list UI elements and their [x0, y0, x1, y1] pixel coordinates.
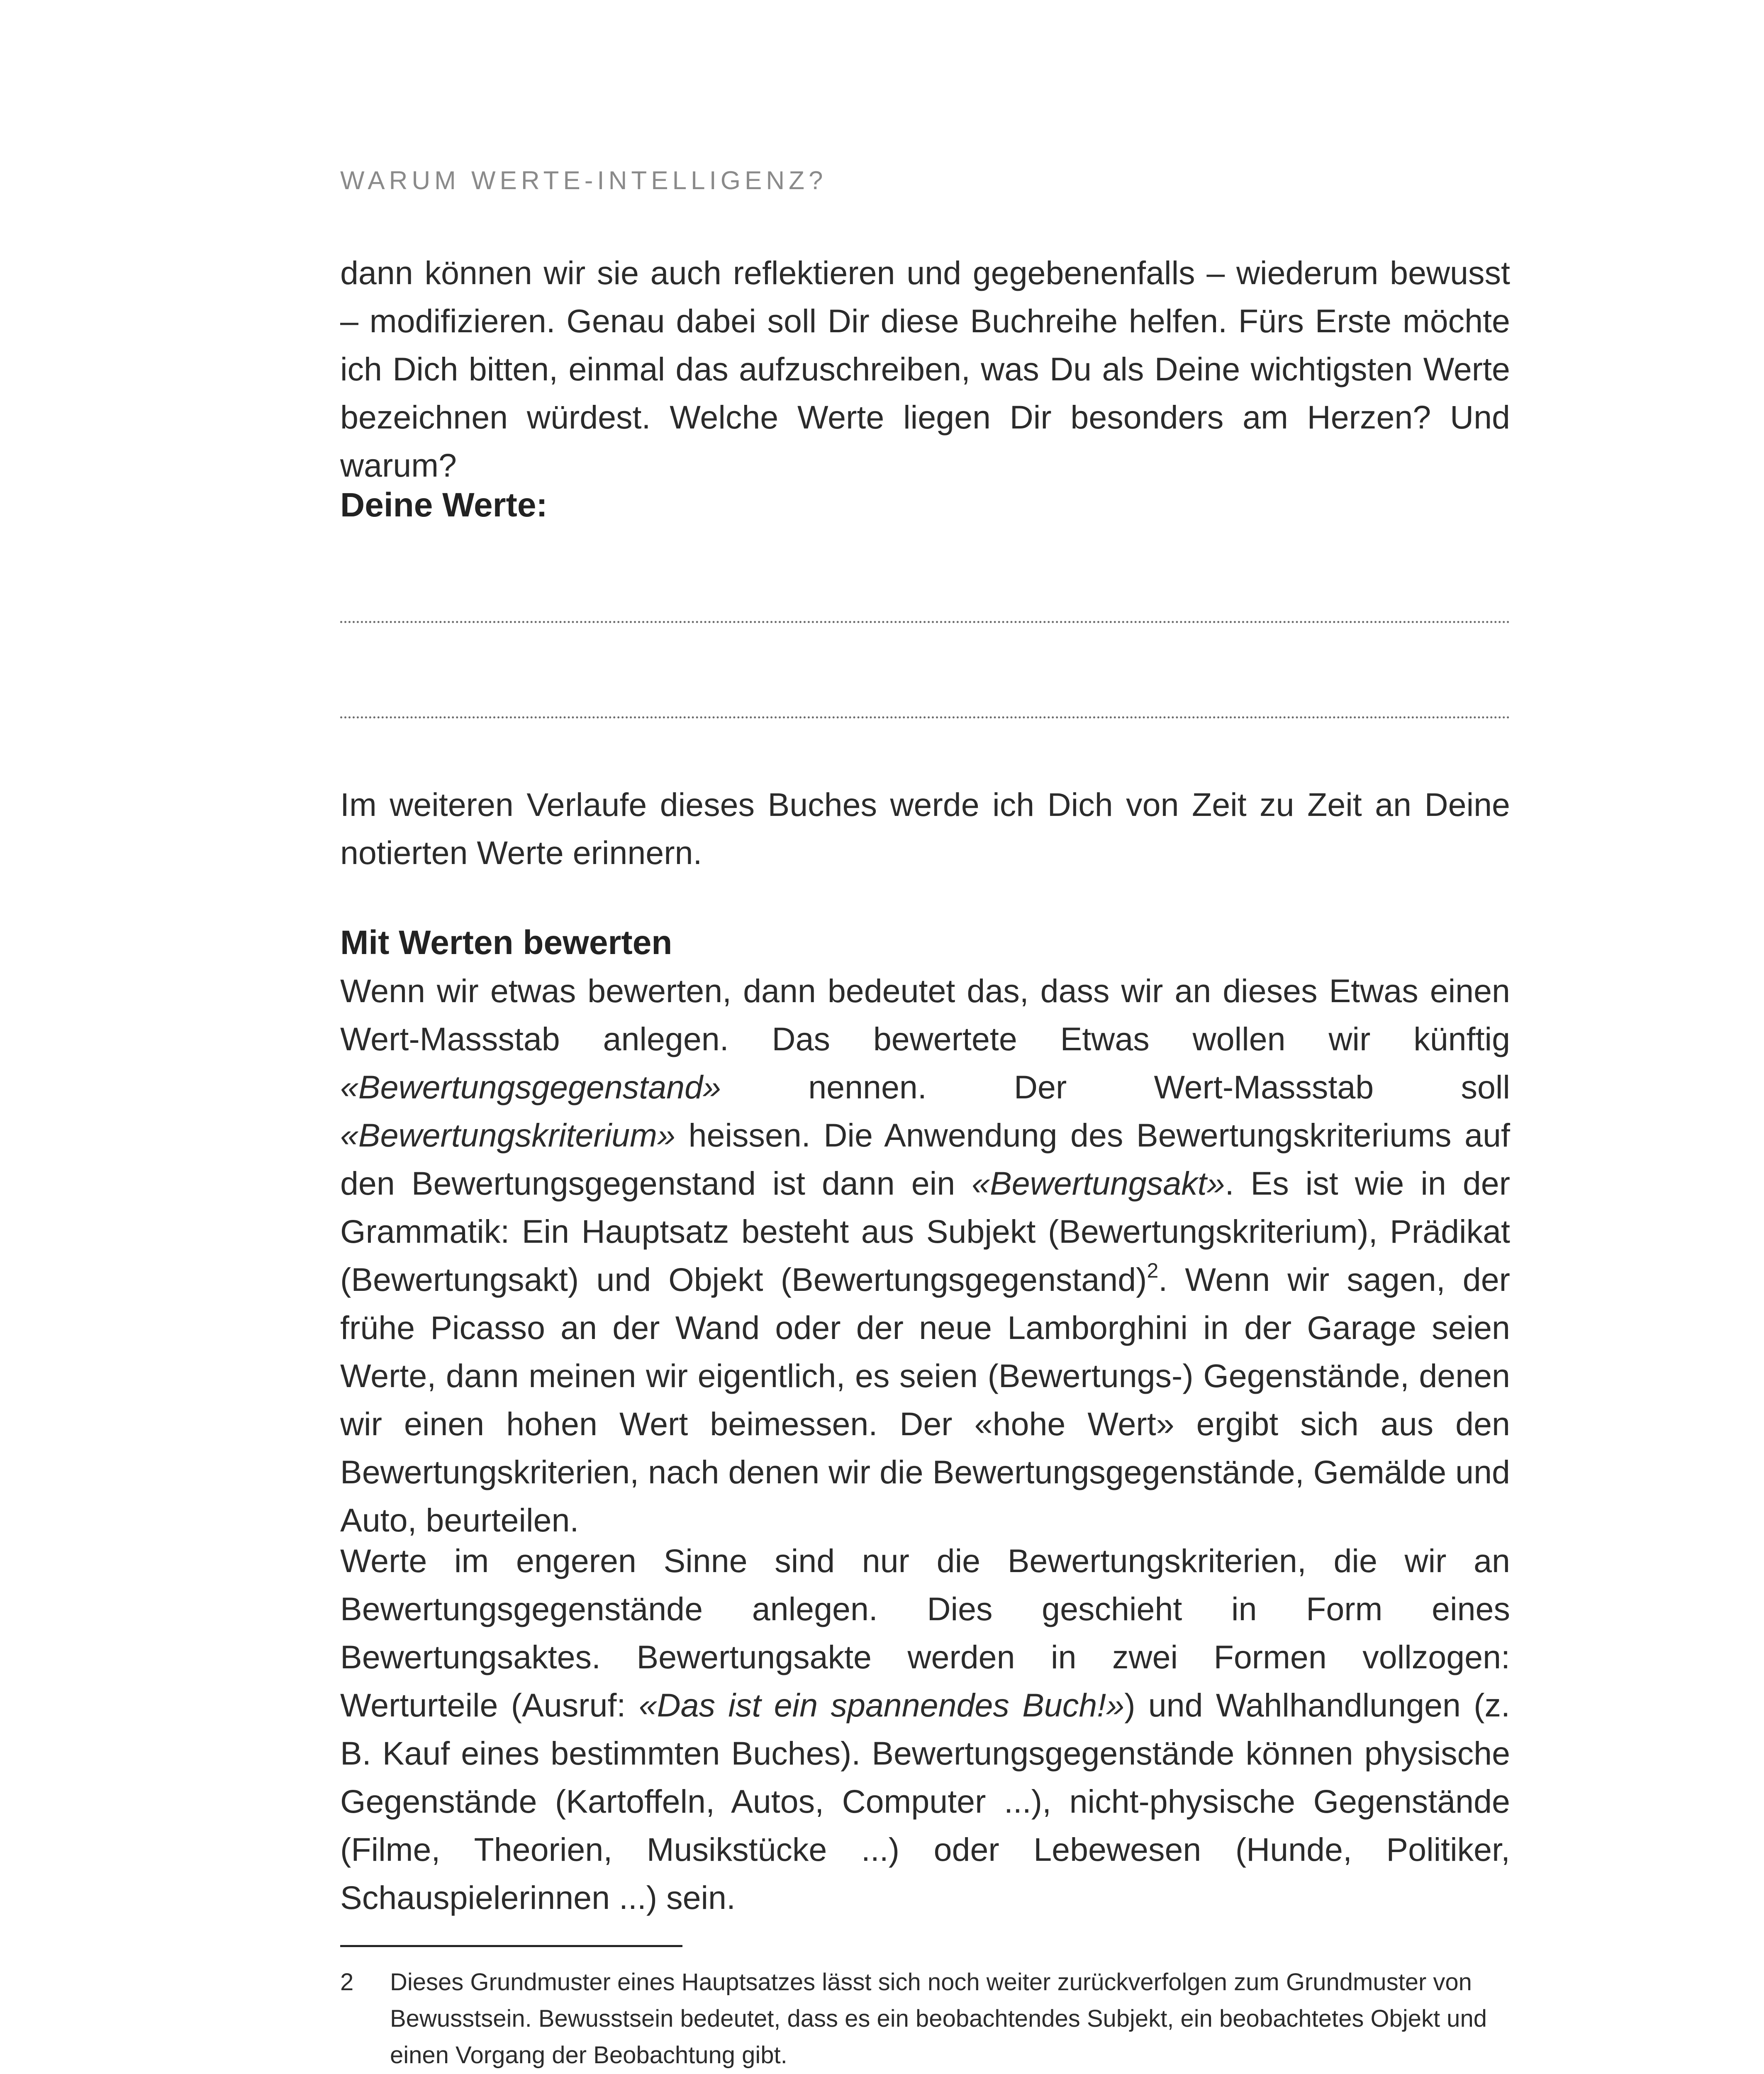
reminder-block [340, 781, 1510, 877]
quote-exclamation: «Das ist ein spannendes Buch!» [638, 1687, 1125, 1723]
text-run: . Wenn wir sagen, der frühe Picasso an der Wand oder der neue Lamborghini in der Garage seien Werte, dann meinen wir eigentlich, es seien (Bewertungs-) Gegenstände, denen wir einen hohen Wert beimessen. Der «hohe Wert» ergibt sich aus den Bewertungskriterien, nach denen wir die Bewertungsgegenstände, Gemälde und Auto, beurteilen. [340, 1261, 1510, 1538]
term-bewertungskriterium: «Bewertungskriterium» [340, 1117, 675, 1154]
values-block [340, 1537, 1510, 1922]
reminder-paragraph: Im weiteren Verlaufe dieses Buches werde ich Dich von Zeit zu Zeit an Deine notierten Werte erinnern. [340, 786, 1510, 871]
intro-block [340, 249, 1510, 489]
values-paragraph [340, 1537, 1510, 1922]
writing-line-2 [340, 716, 1510, 718]
footnote-rule [340, 1945, 682, 1947]
writing-line-1 [340, 621, 1510, 623]
section-block [340, 919, 1510, 1544]
text-run: ) und Wahlhandlungen (z. B. Kauf eines bestimmten Buches). Bewertungsgegenstände können physische Gegenstände (Kartoffeln, Autos, Computer ...), nicht-physische Gegenstände (Filme, Theorien, Musikstücke ...) oder Lebewesen (Hunde, Politiker, Schauspielerinnen ...) sein. [340, 1687, 1510, 1916]
footnote-text: Dieses Grundmuster eines Hauptsatzes lässt sich noch weiter zurückverfolgen zum Grundmuster von Bewusstsein. Bewusstsein bedeutet, dass es ein beobachtendes Subjekt, ein beobachtetes Objekt und einen Vorgang der Beobachtung gibt. [390, 1969, 1487, 2069]
footnote-number: 2 [340, 1969, 354, 1996]
running-head: WARUM WERTE-INTELLIGENZ? [340, 166, 827, 195]
term-bewertungsgegenstand: «Bewertungsgegenstand» [340, 1069, 721, 1105]
exercise-heading-block [340, 481, 1510, 529]
text-run: heissen. Die Anwendung des Bewertungskriteriums auf den Bewertungsgegenstand ist dann ein [340, 1117, 1510, 1202]
exercise-heading: Deine Werte: [340, 486, 548, 524]
text-run: nennen. Der Wert-Massstab soll [721, 1069, 1510, 1105]
text-run: . Es ist wie in der Grammatik: Ein Hauptsatz besteht aus Subjekt (Bewertungskriterium), Prädikat (Bewertungsakt) und Objekt (Bewertungsgegenstand) [340, 1165, 1510, 1298]
term-bewertungsakt: «Bewertungsakt» [972, 1165, 1225, 1202]
text-run: Wenn wir etwas bewerten, dann bedeutet das, dass wir an dieses Etwas einen Wert-Massstab anlegen. Das bewertete Etwas wollen wir künftig [340, 972, 1510, 1057]
section-heading: Mit Werten bewerten [340, 924, 672, 962]
intro-paragraph: dann können wir sie auch reflektieren und gegebenenfalls – wiederum bewusst – modifizieren. Genau dabei soll Dir diese Buchreihe helfen. Fürs Erste möchte ich Dich bitten, einmal das aufzuschreiben, was Du als Deine wichtigsten Werte bezeichnen würdest. Welche Werte liegen Dir besonders am Herzen? Und warum? [340, 254, 1510, 484]
text-run: Werte im engeren Sinne sind nur die Bewertungskriterien, die wir an Bewertungsgegenstände anlegen. Dies geschieht in Form eines Bewertungsaktes. Bewertungsakte werden in zwei Formen vollzogen: Werturteile (Ausruf: [340, 1542, 1510, 1723]
section-paragraph [340, 967, 1510, 1544]
footnote-reference[interactable]: 2 [1147, 1259, 1159, 1282]
